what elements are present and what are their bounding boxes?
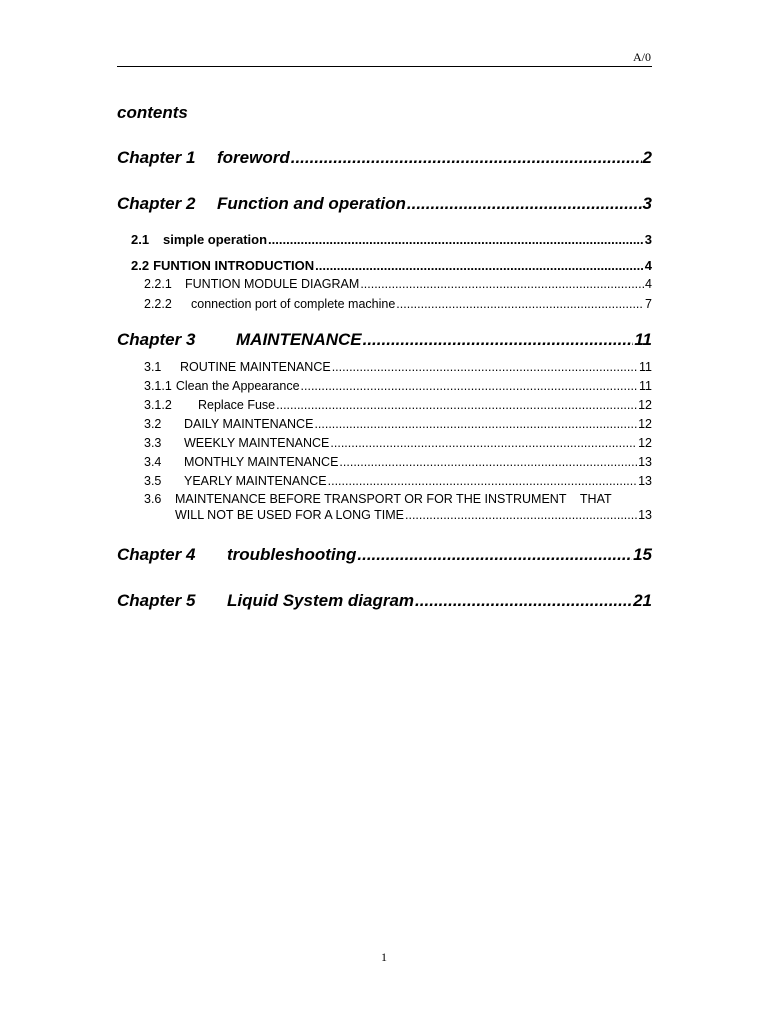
toc-section-3-1-1[interactable] xyxy=(144,379,652,393)
chapter-page: 21 xyxy=(633,591,652,610)
section-page: 12 xyxy=(638,436,652,450)
section-title: FUNTION MODULE DIAGRAM xyxy=(185,277,360,291)
dot-leader xyxy=(415,591,632,611)
dot-leader xyxy=(332,360,638,374)
section-page: 3 xyxy=(644,232,652,247)
chapter-number: Chapter 5 xyxy=(117,591,196,610)
section-number: 3.1 xyxy=(144,360,162,374)
dot-leader xyxy=(396,297,644,311)
toc-section-3-1-2[interactable] xyxy=(144,398,652,412)
section-page: 11 xyxy=(639,379,652,393)
dot-leader xyxy=(315,258,644,273)
toc-section-2-2-2[interactable] xyxy=(144,297,652,311)
section-title: connection port of complete machine xyxy=(191,297,396,311)
dot-leader xyxy=(360,277,644,291)
dot-leader xyxy=(357,545,632,565)
section-number: 3.2 xyxy=(144,417,162,431)
dot-leader xyxy=(314,417,637,431)
section-number: 2.1 xyxy=(131,232,150,247)
section-number: 3.3 xyxy=(144,436,162,450)
section-page: 13 xyxy=(638,455,652,469)
header-rule xyxy=(117,66,652,67)
document-code: A/0 xyxy=(633,50,651,64)
chapter-number: Chapter 2 xyxy=(117,194,196,213)
chapter-title: MAINTENANCE xyxy=(236,330,362,349)
section-page: 7 xyxy=(645,297,652,311)
section-page: 4 xyxy=(644,258,652,273)
toc-chapter-3[interactable] xyxy=(117,330,652,350)
chapter-page: 3 xyxy=(642,194,652,213)
section-number: 3.6 xyxy=(144,492,162,506)
toc-section-3-2[interactable] xyxy=(144,417,652,431)
section-page: 13 xyxy=(638,474,652,488)
toc-section-3-6[interactable] xyxy=(144,492,652,522)
toc-section-2-2[interactable] xyxy=(131,258,652,273)
dot-leader xyxy=(328,474,637,488)
dot-leader xyxy=(291,148,642,168)
dot-leader xyxy=(301,379,638,393)
section-title: MONTHLY MAINTENANCE xyxy=(184,455,339,469)
chapter-number: Chapter 1 xyxy=(117,148,196,167)
toc-section-3-5[interactable] xyxy=(144,474,652,488)
section-number: 3.1.1 xyxy=(144,379,172,393)
section-page: 13 xyxy=(638,508,652,522)
chapter-page: 2 xyxy=(642,148,652,167)
toc-title: contents xyxy=(117,103,188,122)
section-number: 2.2.1 xyxy=(144,277,172,291)
section-page: 12 xyxy=(638,398,652,412)
toc-chapter-2[interactable] xyxy=(117,194,652,214)
chapter-page: 15 xyxy=(633,545,652,564)
dot-leader xyxy=(330,436,637,450)
section-title: YEARLY MAINTENANCE xyxy=(184,474,327,488)
dot-leader xyxy=(268,232,644,247)
section-title-line-1: MAINTENANCE BEFORE TRANSPORT OR FOR THE INSTRUMENT THAT xyxy=(175,492,612,506)
section-title-line-2: WILL NOT BE USED FOR A LONG TIME xyxy=(175,508,404,522)
section-number: 2.2.2 xyxy=(144,297,172,311)
toc-chapter-1[interactable] xyxy=(117,148,652,168)
section-title: Clean the Appearance xyxy=(175,379,300,393)
chapter-title: foreword xyxy=(217,148,290,167)
section-number: 3.5 xyxy=(144,474,162,488)
section-number: 2.2 xyxy=(131,258,150,273)
section-title: WEEKLY MAINTENANCE xyxy=(184,436,330,450)
dot-leader xyxy=(363,330,634,350)
chapter-number: Chapter 3 xyxy=(117,330,196,349)
chapter-title: Liquid System diagram xyxy=(227,591,415,610)
toc-section-3-1[interactable] xyxy=(144,360,652,374)
dot-leader xyxy=(405,508,637,522)
chapter-page: 11 xyxy=(634,330,652,349)
chapter-title: troubleshooting xyxy=(227,545,357,564)
toc-chapter-5[interactable] xyxy=(117,591,652,611)
dot-leader xyxy=(276,398,637,412)
toc-section-2-1[interactable] xyxy=(131,232,652,247)
section-title: simple operation xyxy=(163,232,268,247)
chapter-title: Function and operation xyxy=(217,194,406,213)
toc-section-3-4[interactable] xyxy=(144,455,652,469)
section-page: 4 xyxy=(645,277,652,291)
section-page: 11 xyxy=(639,360,652,374)
section-number: 3.1.2 xyxy=(144,398,172,412)
section-number: 3.4 xyxy=(144,455,162,469)
dot-leader xyxy=(339,455,637,469)
dot-leader xyxy=(407,194,642,214)
chapter-number: Chapter 4 xyxy=(117,545,196,564)
section-title: DAILY MAINTENANCE xyxy=(184,417,314,431)
toc-section-2-2-1[interactable] xyxy=(144,277,652,291)
section-page: 12 xyxy=(638,417,652,431)
toc-section-3-3[interactable] xyxy=(144,436,652,450)
section-title: FUNTION INTRODUCTION xyxy=(153,258,315,273)
section-title: Replace Fuse xyxy=(198,398,276,412)
toc-chapter-4[interactable] xyxy=(117,545,652,565)
section-title: ROUTINE MAINTENANCE xyxy=(180,360,331,374)
page-number: 1 xyxy=(381,950,387,964)
